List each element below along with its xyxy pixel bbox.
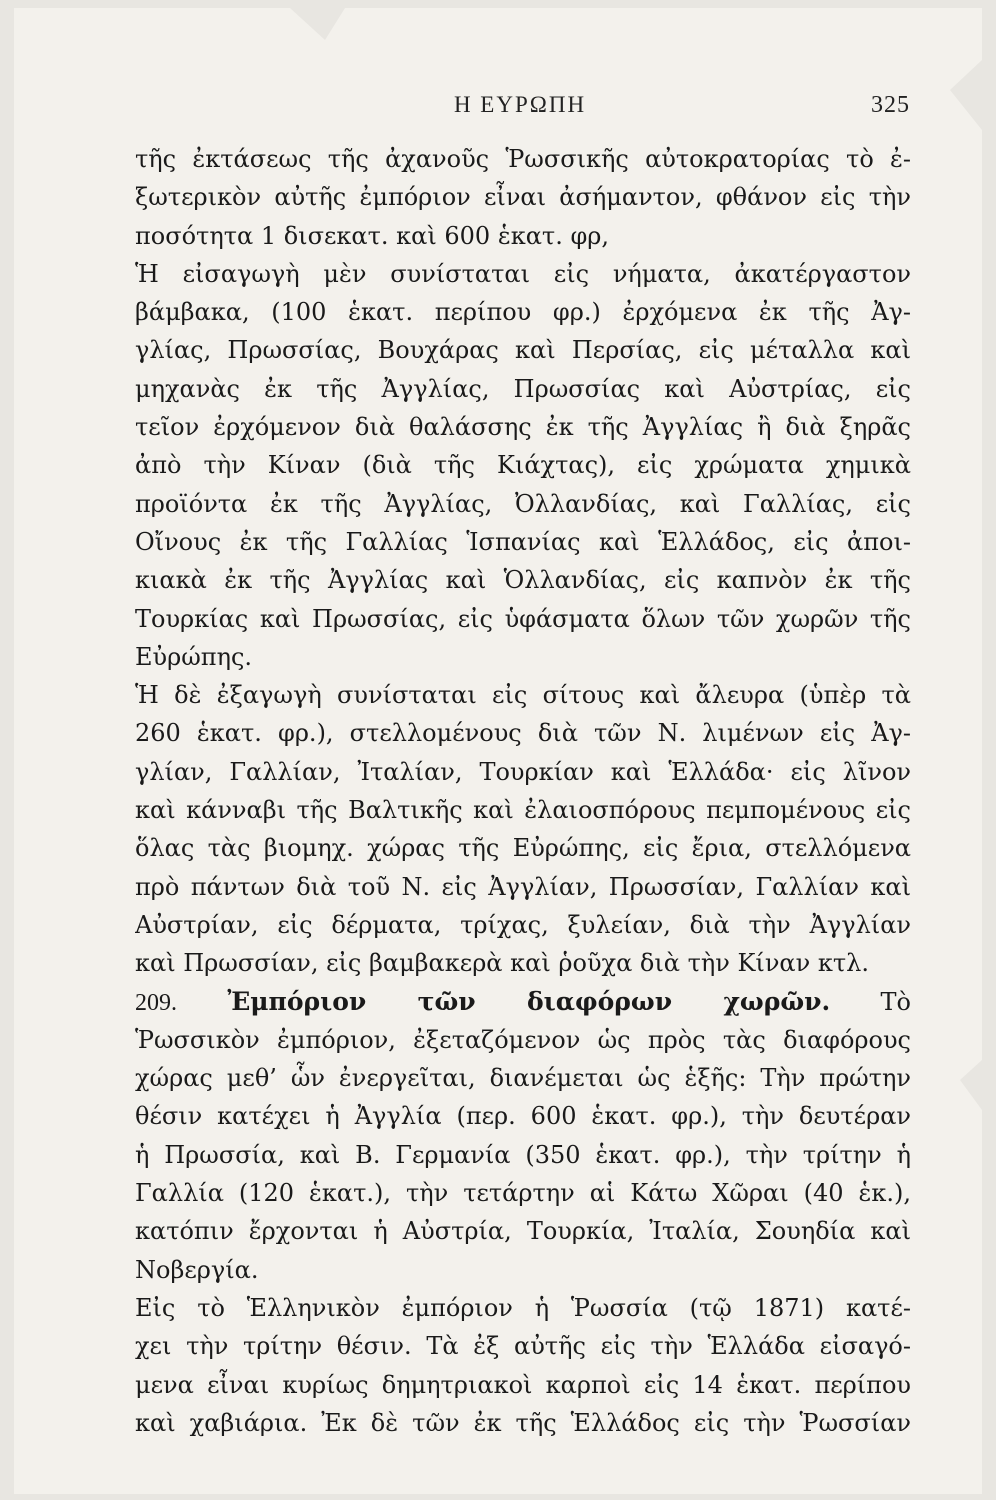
text-line: Τουρκίας καὶ Πρωσσίας, εἰς ὑφάσματα ὅλων τῶν χωρῶν τῆς bbox=[135, 604, 911, 633]
text-line: θέσιν κατέχει ἡ Ἀγγλία (περ. 600 ἑκατ. φρ.), τὴν δευτέραν bbox=[135, 1102, 911, 1131]
text-line: χει τὴν τρίτην θέσιν. Τὰ ἐξ αὐτῆς εἰς τὴν Ἑλλάδα εἰσαγό- bbox=[135, 1332, 911, 1361]
text-line: ποσότητα 1 δισεκατ. καὶ 600 ἑκατ. φρ, bbox=[135, 221, 609, 250]
text-line: καὶ χαβιάρια. Ἐκ δὲ τῶν ἐκ τῆς Ἑλλάδος εἰς τὴν Ῥωσσίαν bbox=[135, 1408, 911, 1437]
text-line: μενα εἶναι κυρίως δημητριακοὶ καρποὶ εἰς 14 ἑκατ. περίπου bbox=[135, 1370, 911, 1399]
text-line: Νοβεργία. bbox=[135, 1255, 259, 1284]
text-line: ὅλας τὰς βιομηχ. χώρας τῆς Εὐρώπης, εἰς ἔρια, στελλόμενα bbox=[135, 834, 911, 863]
text-line: Γαλλία (120 ἑκατ.), τὴν τετάρτην αἱ Κάτω Χῶραι (40 ἑκ.), bbox=[135, 1179, 911, 1208]
page-header-title: Η ΕΥΡΩΠΗ bbox=[453, 92, 587, 117]
text-line: ξωτερικὸν αὐτῆς ἐμπόριον εἶναι ἀσήμαντον, φθάνον εἰς τὴν bbox=[135, 183, 911, 212]
text-line: μηχανὰς ἐκ τῆς Ἀγγλίας, Πρωσσίας καὶ Αὐστρίας, εἰς bbox=[135, 374, 911, 403]
text-line: 260 ἑκατ. φρ.), στελλομένους διὰ τῶν Ν. λιμένων εἰς Ἀγ- bbox=[135, 719, 911, 748]
text-line: Εὐρώπης. bbox=[135, 642, 253, 671]
text-line: τῆς ἐκτάσεως τῆς ἀχανοῦς Ῥωσσικῆς αὐτοκρατορίας τὸ ἐ- bbox=[135, 145, 911, 173]
text-line: τεῖον ἐρχόμενον διὰ θαλάσσης ἐκ τῆς Ἀγγλίας ἢ διὰ ξηρᾶς bbox=[135, 413, 911, 442]
text-line: προϊόντα ἐκ τῆς Ἀγγλίας, Ὀλλανδίας, καὶ Γαλλίας, εἰς bbox=[135, 489, 911, 518]
running-head bbox=[130, 92, 910, 122]
text-line: χώρας μεθ’ ὧν ἐνεργεῖται, διανέμεται ὡς ἑξῆς: Τὴν πρώτην bbox=[135, 1064, 911, 1093]
text-line: Ῥωσσικὸν ἐμπόριον, ἐξεταζόμενον ὡς πρὸς τὰς διαφόρους bbox=[135, 1025, 911, 1054]
text-line: ἀπὸ τὴν Κίναν (διὰ τῆς Κιάχτας), εἰς χρώματα χημικὰ bbox=[135, 451, 911, 480]
text-line: πρὸ πάντων διὰ τοῦ Ν. εἰς Ἀγγλίαν, Πρωσσίαν, Γαλλίαν καὶ bbox=[135, 872, 911, 901]
text-line: καὶ Πρωσσίαν, εἰς βαμβακερὰ καὶ ῥοῦχα διὰ τὴν Κίναν κτλ. bbox=[135, 949, 869, 978]
page-number: 325 bbox=[871, 92, 910, 118]
text-line: Εἰς τὸ Ἑλληνικὸν ἐμπόριον ἡ Ῥωσσία (τῷ 1871) κατέ- bbox=[135, 1293, 911, 1322]
body-text bbox=[135, 140, 911, 1442]
text-line: γλίαν, Γαλλίαν, Ἰταλίαν, Τουρκίαν καὶ Ἑλλάδα· εἰς λῖνον bbox=[135, 757, 911, 786]
section-heading-line bbox=[135, 983, 911, 1021]
text-line: Οἴνους ἐκ τῆς Γαλλίας Ἱσπανίας καὶ Ἑλλάδος, εἰς ἀποι- bbox=[135, 527, 911, 556]
text-line: βάμβακα, (100 ἑκατ. περίπου φρ.) ἐρχόμενα ἐκ τῆς Ἀγ- bbox=[135, 298, 911, 327]
section-title: Ἐμπόριον τῶν διαφόρων χωρῶν. bbox=[227, 986, 831, 1016]
text-line: γλίας, Πρωσσίας, Βουχάρας καὶ Περσίας, εἰς μέταλλα καὶ bbox=[135, 336, 911, 365]
text-line: ἡ Πρωσσία, καὶ Β. Γερμανία (350 ἑκατ. φρ.), τὴν τρίτην ἡ bbox=[135, 1140, 911, 1169]
text-line: Ἡ εἰσαγωγὴ μὲν συνίσταται εἰς νήματα, ἀκατέργαστον bbox=[135, 259, 911, 288]
text-line: Αὐστρίαν, εἰς δέρματα, τρίχας, ξυλείαν, διὰ τὴν Ἀγγλίαν bbox=[135, 910, 911, 939]
section-first-word: Τὸ bbox=[880, 987, 911, 1016]
text-line: καὶ κάνναβι τῆς Βαλτικῆς καὶ ἐλαιοσπόρους πεμπομένους εἰς bbox=[135, 796, 911, 825]
text-line: κατόπιν ἔρχονται ἡ Αὐστρία, Τουρκία, Ἰταλία, Σουηδία καὶ bbox=[135, 1217, 911, 1246]
section-number: 209. bbox=[135, 989, 177, 1016]
text-line: κιακὰ ἐκ τῆς Ἀγγλίας καὶ Ὁλλανδίας, εἰς καπνὸν ἐκ τῆς bbox=[135, 566, 911, 595]
text-line: Ἡ δὲ ἐξαγωγὴ συνίσταται εἰς σίτους καὶ ἄλευρα (ὑπὲρ τὰ bbox=[135, 681, 911, 710]
